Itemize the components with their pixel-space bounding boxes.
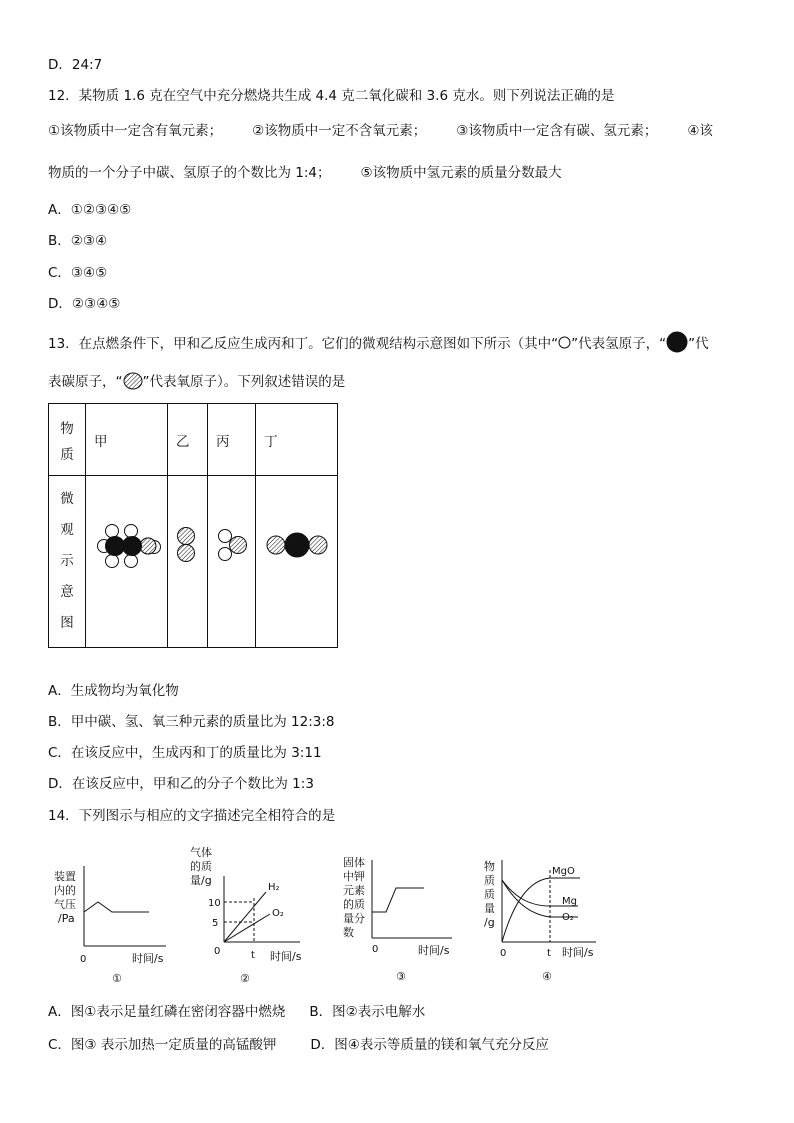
molecule-yi-oxygen [168,476,207,643]
q13-option-c: C．在该反应中，生成丙和丁的质量比为 3:11 [48,745,322,761]
q14-option-c: C．图③ 表示加热一定质量的高锰酸钾 [48,1037,277,1053]
q13-stem-line1 [48,331,709,353]
q12-option-c: C．③④⑤ [48,265,108,281]
q13-option-b: B．甲中碳、氢、氧三种元素的质量比为 12:3:8 [48,714,335,730]
fig1-ylabel-line3: 气压 [54,898,76,911]
molecule-yi-cell [168,476,208,648]
fig1-ylabel-line1: 装置 [54,870,76,883]
molecule-ding-cell [256,476,338,648]
fig2-o2-line [224,914,270,942]
q14-figure-4-mg-oxygen [480,840,610,988]
table-header-yi: 乙 [168,404,208,476]
table-header-bing: 丙 [208,404,256,476]
q12-option-a: A．①②③④⑤ [48,202,132,218]
fig3-ylabel-line5: 量分 [343,912,365,925]
fig4-number: ④ [542,970,552,983]
q12-statement-5: ⑤该物质中氢元素的质量分数最大 [360,165,562,181]
fig1-origin: 0 [80,954,87,965]
fig2-ylabel-line3: 量/g [190,874,212,887]
fig2-tick-t: t [251,950,255,961]
q13-option-a: A．生成物均为氧化物 [48,683,179,699]
q12-statement-4-start: ④该 [687,123,713,139]
table-label-micro: 微 观 示 意 图 [49,476,86,648]
fig1-xlabel: 时间/s [132,952,164,965]
fig4-ylabel-line5: /g [484,916,495,929]
q14-options-row1 [48,1003,425,1021]
q14-options-row2 [48,1036,549,1054]
fig3-xlabel: 时间/s [418,944,450,957]
fig2-tick-5: 5 [212,918,219,929]
q14-stem: 14．下列图示与相应的文字描述完全相符合的是 [48,808,336,824]
q12-stem: 12．某物质 1.6 克在空气中充分燃烧共生成 4.4 克二氧化碳和 3.6 克水。则下列说法正确的是 [48,88,615,104]
fig4-label-mgo: MgO [552,866,575,877]
q13-stem-part-a: 13．在点燃条件下，甲和乙反应生成丙和丁。它们的微观结构示意图如下所示（其中“ [48,336,559,352]
carbon-atom-icon [666,331,688,353]
fig3-origin: 0 [372,944,379,955]
q14-figure-2-electrolysis [184,840,314,988]
q13-micro-structure-table [48,403,338,648]
q14-figure-1-pressure [46,840,176,988]
hydrogen-atom-icon [558,336,571,349]
q13-stem-part-c: ”代 [688,336,709,352]
molecule-ding-carbon-dioxide [256,476,337,643]
fig3-ylabel-line3: 元素 [343,884,365,897]
fig2-ylabel-line1: 气体 [190,846,212,859]
q14-option-d: D．图④表示等质量的镁和氧气充分反应 [310,1037,549,1053]
q13-stem-part-b: ”代表氢原子，“ [571,336,667,352]
q14-option-b: B．图②表示电解水 [309,1004,426,1020]
fig2-number: ② [240,972,250,985]
q13-option-d: D．在该反应中，甲和乙的分子个数比为 1:3 [48,776,314,792]
fig1-number: ① [112,972,122,985]
fig3-ylabel-line1: 固体 [343,856,365,869]
q13-stem-part-e: ”代表氧原子）。下列叙述错误的是 [142,374,346,390]
fig2-label-o2: O₂ [272,908,284,919]
q12-option-d: D．②③④⑤ [48,296,121,312]
fig4-ylabel-line3: 质 [484,888,495,901]
table-header-jia: 甲 [86,404,168,476]
fig3-number: ③ [396,970,406,983]
fig2-tick-10: 10 [208,898,221,909]
q14-option-a: A．图①表示足量红磷在密闭容器中燃烧 [48,1004,286,1020]
fig4-tick-t: t [547,948,551,959]
fig4-ylabel-line2: 质 [484,874,495,887]
fig1-ylabel-line2: 内的 [54,884,76,897]
q12-statements-line1 [48,122,713,140]
q14-figure-3-potassium-fraction [340,840,470,988]
q11-option-d: D．24:7 [48,57,103,73]
fig4-label-o2: O₂ [562,912,574,923]
table-header-ding: 丁 [256,404,338,476]
q12-statement-3: ③该物质中一定含有碳、氢元素； [456,123,658,139]
q13-stem-part-d: 表碳原子，“ [48,374,123,390]
fig2-ylabel-line2: 的质 [190,860,212,873]
fig4-ylabel-line1: 物 [484,860,495,873]
fig1-ylabel-line4: /Pa [58,912,75,925]
molecule-jia-ethanol [86,476,167,643]
fig2-label-h2: H₂ [268,882,280,893]
fig4-origin: 0 [500,948,507,959]
fig2-h2-line [224,892,266,942]
fig3-curve [372,888,424,912]
fig3-ylabel-line4: 的质 [343,898,365,911]
q13-stem-line2 [48,372,345,391]
molecule-jia-cell [86,476,168,648]
q12-statements-line2 [48,164,562,182]
fig4-xlabel: 时间/s [562,946,594,959]
fig1-curve [84,902,149,912]
fig4-ylabel-line4: 量 [484,902,495,915]
q12-option-b: B．②③④ [48,233,108,249]
fig3-ylabel-line6: 数 [343,926,354,939]
fig3-ylabel-line2: 中钾 [343,870,365,883]
fig2-origin: 0 [214,946,221,957]
fig4-label-mg: Mg [562,896,577,907]
molecule-bing-cell [208,476,256,648]
q12-statement-1: ①该物质中一定含有氧元素； [48,123,223,139]
molecule-bing-water [208,476,255,643]
fig4-mgo-curve [502,878,580,942]
q12-statement-2: ②该物质中一定不含氧元素； [252,123,427,139]
fig2-xlabel: 时间/s [270,950,302,963]
table-label-substance: 物 质 [49,404,86,476]
q12-statement-4-end: 物质的一个分子中碳、氢原子的个数比为 1:4； [48,165,331,181]
oxygen-atom-icon [123,372,143,390]
